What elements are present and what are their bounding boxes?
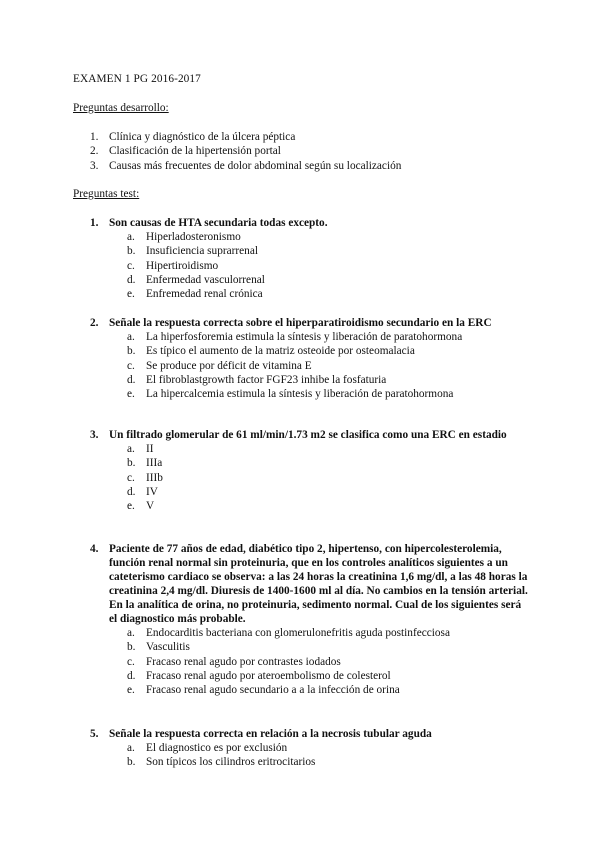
option: d. Enfermedad vasculorrenal xyxy=(127,273,265,286)
option: a. Endocarditis bacteriana con glomerulonefritis aguda postinfecciosa xyxy=(127,627,450,639)
option: d. El fibroblastgrowth factor FGF23 inhibe la fosfaturia xyxy=(127,373,387,386)
option: b. IIIa xyxy=(127,457,163,470)
option: a. El diagnostico es por exclusión xyxy=(127,742,288,754)
option: c. Hipertiroidismo xyxy=(127,259,219,272)
question-text: 2. Señale la respuesta correcta sobre el hiperparatiroidismo secundario en la ERC xyxy=(90,317,492,329)
options-list xyxy=(90,230,530,301)
list-item: 1. Clínica y diagnóstico de la úlcera péptica xyxy=(90,131,296,143)
development-heading: Preguntas desarrollo: xyxy=(73,102,169,114)
option: e. V xyxy=(127,500,155,513)
question-text: 3. Un filtrado glomerular de 61 ml/min/1.73 m2 se clasifica como una ERC en estadio xyxy=(90,429,507,441)
options-list xyxy=(90,626,530,697)
list-item: 2. Clasificación de la hipertensión portal xyxy=(90,145,281,158)
option: a. II xyxy=(127,443,154,455)
test-heading: Preguntas test: xyxy=(73,188,140,200)
option: d. Fracaso renal agudo por ateroembolismo de colesterol xyxy=(127,669,391,682)
question-4 xyxy=(90,542,530,697)
option: c. IIIb xyxy=(127,471,163,484)
option: a. Hiperladosteronismo xyxy=(127,231,241,243)
option: c. Se produce por déficit de vitamina E xyxy=(127,359,312,372)
options-list xyxy=(90,330,530,401)
option: a. La hiperfosforemia estimula la síntesis y liberación de paratohormona xyxy=(127,331,463,343)
question-5 xyxy=(90,727,530,770)
option: c. Fracaso renal agudo por contrastes iodados xyxy=(127,655,341,668)
option: e. Fracaso renal agudo secundario a a la infección de orina xyxy=(127,684,400,697)
option: b. Es típico el aumento de la matriz osteoide por osteomalacia xyxy=(127,345,415,358)
option: b. Son típicos los cilindros eritrocitarios xyxy=(127,756,316,769)
question-text: 4. Paciente de 77 años de edad, diabético tipo 2, hipertenso, con hipercolesterolemia, función renal normal sin proteinuria, que en los controles analíticos siguientes a un cateterismo cardiaco se observa: a las 24 horas la creatinina 1,6 mg/dl, a las 48 horas la creatinina 2,4 mg/dl. Diuresis de 1400-1600 ml al día. No cambios en la tensión arterial. En la analítica de orina, no proteinuria, sedimento normal. Cual de los siguientes será el diagnostico más probable. xyxy=(90,543,528,625)
option: b. Vasculitis xyxy=(127,641,190,654)
development-list xyxy=(90,130,401,173)
option: b. Insuficiencia suprarrenal xyxy=(127,245,258,258)
option: e. La hipercalcemia estimula la síntesis y liberación de paratohormona xyxy=(127,388,454,401)
option: d. IV xyxy=(127,485,158,498)
question-text: 5. Señale la respuesta correcta en relación a la necrosis tubular aguda xyxy=(90,728,432,740)
options-list xyxy=(90,442,530,513)
question-1 xyxy=(90,216,530,301)
option: e. Enfremedad renal crónica xyxy=(127,288,263,301)
list-item: 3. Causas más frecuentes de dolor abdominal según su localización xyxy=(90,159,402,172)
exam-title: EXAMEN 1 PG 2016-2017 xyxy=(73,73,201,85)
question-text: 1. Son causas de HTA secundaria todas excepto. xyxy=(90,217,328,229)
question-3 xyxy=(90,428,530,513)
question-2 xyxy=(90,316,530,401)
options-list xyxy=(90,741,530,770)
